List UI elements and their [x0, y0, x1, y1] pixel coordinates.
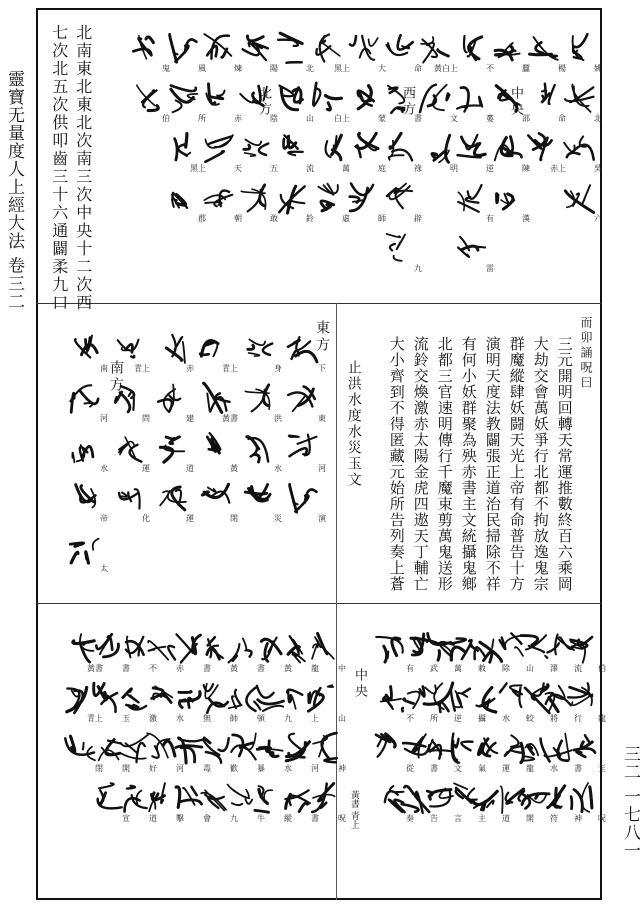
seal-character — [372, 730, 414, 774]
seal-gloss: 敕 — [478, 664, 486, 673]
upper-seal-2-heading: 中央 — [508, 86, 523, 118]
upper-text-col-2: 七次北五次供叩齒三十六通闢柔九口 — [49, 24, 69, 312]
incantation-line: 大小齊到不得匿藏元始所告列奏上蒼 — [387, 336, 406, 592]
seal-gloss: 言 — [454, 814, 462, 823]
seal-character — [108, 480, 150, 524]
seal-gloss: 郡 — [198, 214, 206, 223]
seal-gloss: 所 — [430, 714, 438, 723]
seal-gloss: 水 — [176, 714, 184, 723]
seal-gloss: 蒙 — [378, 114, 386, 123]
seal-character — [152, 380, 194, 424]
seal-gloss: 主 — [478, 814, 486, 823]
seal-gloss: 氣 — [478, 764, 486, 773]
upper-text-col-1: 北南東北東北次南三次中央十二次西 — [73, 24, 93, 312]
seal-character — [196, 380, 238, 424]
seal-character — [61, 630, 103, 674]
seal-gloss: 龍 — [311, 664, 319, 673]
seal-character — [284, 430, 326, 474]
seal-character — [560, 180, 602, 224]
seal-gloss: 五 — [270, 164, 278, 173]
incantation-line: 演明天度法教闢張正道治民掃除不祥 — [483, 336, 502, 592]
seal-gloss: 命 — [414, 64, 422, 73]
seal-gloss: 化 — [142, 514, 150, 523]
seal-gloss: 攝 — [478, 714, 486, 723]
seal-gloss: 神 — [338, 764, 346, 773]
seal-gloss: 鈴 — [306, 214, 314, 223]
seal-gloss: 不 — [149, 664, 157, 673]
middle-seal-3-column — [192, 330, 238, 530]
seal-gloss: 玉 — [122, 714, 130, 723]
seal-character — [152, 480, 194, 524]
incantation-line: 三元開明回轉天常運推數終百六乘岡 — [555, 336, 574, 592]
seal-gloss: 北 — [594, 114, 602, 123]
seal-gloss: 河 — [176, 764, 184, 773]
seal-gloss: 水 — [550, 764, 558, 773]
seal-gloss: 逆 — [486, 164, 494, 173]
seal-gloss: 流 — [574, 664, 582, 673]
seal-character — [240, 430, 282, 474]
seal-gloss: 呪 — [598, 814, 606, 823]
seal-gloss: 伯 — [598, 664, 606, 673]
seal-character — [284, 380, 326, 424]
seal-gloss: 六 — [594, 214, 602, 223]
seal-character — [196, 330, 238, 374]
seal-gloss: 南 — [100, 364, 108, 373]
upper-seal-13-column — [124, 30, 170, 130]
seal-gloss: 武 — [430, 664, 438, 673]
seal-gloss: 赤上 — [550, 164, 566, 173]
seal-character — [372, 630, 414, 674]
seal-gloss: 將 — [550, 714, 558, 723]
seal-gloss: 陰 — [270, 114, 278, 123]
seal-gloss: 水 — [100, 464, 108, 473]
seal-gloss: 無 — [203, 714, 211, 723]
seal-gloss: 邵 — [522, 114, 530, 123]
book-title: 靈寶无量度人上經大法 卷三二 — [4, 70, 24, 311]
seal-character — [66, 330, 108, 374]
seal-character — [66, 480, 108, 524]
seal-gloss: 毒 — [203, 764, 211, 773]
incantation-closing: 止洪水度水災玉文 — [345, 360, 362, 488]
seal-gloss: 河 — [311, 764, 319, 773]
seal-gloss: 命 — [558, 114, 566, 123]
seal-gloss: 虛 — [342, 214, 350, 223]
seal-character — [88, 780, 130, 824]
seal-gloss: 九 — [230, 814, 238, 823]
seal-gloss: 不 — [406, 714, 414, 723]
seal-gloss: 赤 — [176, 664, 184, 673]
seal-gloss: 好 — [149, 764, 157, 773]
seal-character — [61, 730, 103, 774]
seal-gloss: 書 — [430, 764, 438, 773]
seal-gloss: 水 — [502, 714, 510, 723]
middle-bottom-column — [62, 330, 108, 580]
seal-gloss: 青上 — [87, 714, 103, 723]
seal-character — [128, 30, 170, 74]
seal-gloss: 山 — [338, 714, 346, 723]
seal-gloss: 陳 — [522, 164, 530, 173]
seal-gloss: 楊 — [558, 64, 566, 73]
incantation-heading: 而卯誦呪曰 — [579, 316, 593, 391]
middle-heading-east: 東方 — [314, 320, 330, 354]
seal-gloss: 黃書 — [87, 664, 103, 673]
seal-gloss: 書 — [257, 664, 265, 673]
seal-character — [66, 530, 108, 574]
seal-gloss: 帥 — [230, 714, 238, 723]
seal-character — [380, 230, 422, 274]
seal-gloss: 書 — [574, 764, 582, 773]
seal-gloss: 庭 — [378, 164, 386, 173]
seal-gloss: 身 — [274, 364, 282, 373]
seal-gloss: 牛 — [257, 814, 265, 823]
seal-gloss: 朝 — [234, 214, 242, 223]
seal-character — [452, 230, 494, 274]
seal-gloss: 風 — [198, 64, 206, 73]
incantation-line: 有何小妖群聚為殃赤書主文統攝鬼鄉 — [459, 336, 478, 592]
seal-character — [240, 380, 282, 424]
seal-character — [240, 330, 282, 374]
seal-character — [152, 430, 194, 474]
seal-character — [372, 780, 414, 824]
seal-gloss: 洪 — [274, 414, 282, 423]
seal-gloss: 天 — [234, 164, 242, 173]
seal-gloss: 演 — [318, 514, 326, 523]
incantation-line: 大劫交會萬妖爭行北都不拘放逸鬼宗 — [531, 336, 550, 592]
seal-character — [284, 480, 326, 524]
seal-gloss: 告 — [430, 814, 438, 823]
lower-colophon: 黃書 青上 — [348, 790, 359, 829]
seal-gloss: 黃白上 — [434, 64, 458, 73]
seal-gloss: 玉 — [598, 764, 606, 773]
middle-seal-2-column — [236, 330, 282, 530]
seal-gloss: 暴 — [257, 764, 265, 773]
seal-gloss: 赤 — [186, 364, 194, 373]
seal-gloss: 鬼 — [162, 64, 170, 73]
seal-gloss: 書 — [414, 114, 422, 123]
seal-gloss: 伯 — [162, 114, 170, 123]
seal-gloss: 黑上 — [190, 164, 206, 173]
seal-gloss: 神 — [574, 814, 582, 823]
seal-character — [66, 380, 108, 424]
seal-gloss: 擊 — [176, 814, 184, 823]
seal-character — [66, 430, 108, 474]
seal-gloss: 九 — [284, 714, 292, 723]
incantation-line: 流鈴交煥激赤太陽金虎四遨天丁輔亡 — [411, 336, 430, 592]
seal-gloss: 有 — [486, 214, 494, 223]
seal-character — [196, 430, 238, 474]
seal-gloss: 蠶 — [522, 64, 530, 73]
seal-gloss: 建 — [186, 414, 194, 423]
seal-gloss: 太 — [100, 564, 108, 573]
seal-gloss: 煉 — [234, 64, 242, 73]
seal-gloss: 澤 — [550, 664, 558, 673]
seal-gloss: 有 — [406, 664, 414, 673]
upper-seal-9-heading: 北方 — [256, 86, 271, 118]
seal-gloss: 黃 — [230, 464, 238, 473]
seal-character — [196, 480, 238, 524]
seal-gloss: 除 — [502, 664, 510, 673]
seal-gloss: 黃書 — [222, 414, 238, 423]
seal-gloss: 姚 — [594, 64, 602, 73]
seal-gloss: 水 — [274, 464, 282, 473]
seal-gloss: 行 — [574, 714, 582, 723]
seal-gloss: 水 — [284, 764, 292, 773]
seal-gloss: 書 — [311, 814, 319, 823]
seal-gloss: 赤 — [234, 114, 242, 123]
seal-gloss: 師 — [378, 214, 386, 223]
seal-gloss: 縱 — [284, 814, 292, 823]
seal-gloss: 黑上 — [334, 64, 350, 73]
middle-heading-south: 南方 — [108, 360, 124, 394]
seal-gloss: 呪 — [338, 814, 346, 823]
seal-character — [128, 80, 170, 124]
seal-gloss: 所 — [198, 114, 206, 123]
seal-gloss: 萬 — [342, 164, 350, 173]
seal-gloss: 運 — [142, 464, 150, 473]
seal-gloss: 不 — [486, 64, 494, 73]
seal-gloss: 青上 — [134, 364, 150, 373]
seal-gloss: 文 — [450, 114, 458, 123]
seal-gloss: 奏 — [406, 814, 414, 823]
lower-heading-center: 中央 — [352, 668, 367, 700]
seal-gloss: 頓 — [257, 714, 265, 723]
seal-gloss: 道 — [186, 464, 194, 473]
seal-gloss: 書 — [203, 664, 211, 673]
divider-lower — [36, 603, 602, 604]
divider-upper — [36, 303, 602, 304]
seal-character — [372, 680, 414, 724]
seal-gloss: 山 — [526, 664, 534, 673]
seal-gloss: 黃 — [284, 664, 292, 673]
seal-character — [240, 480, 282, 524]
seal-gloss: 蛟 — [526, 714, 534, 723]
seal-gloss: 會 — [203, 814, 211, 823]
seal-gloss: 下 — [318, 364, 326, 373]
lower-left-seal-10-column — [57, 630, 103, 780]
seal-gloss: 吳 — [594, 164, 602, 173]
seal-gloss: 上 — [311, 714, 319, 723]
seal-gloss: 中 — [338, 664, 346, 673]
seal-character — [164, 130, 206, 174]
seal-gloss: 開 — [122, 764, 130, 773]
seal-gloss: 宣 — [122, 814, 130, 823]
seal-gloss: 陽 — [270, 64, 278, 73]
seal-character — [108, 430, 150, 474]
seal-gloss: 祿 — [414, 164, 422, 173]
seal-gloss: 開 — [526, 814, 534, 823]
incantation-line: 群魔縱肆妖闘天光上帝有命普告十方 — [507, 336, 526, 592]
seal-gloss: 敢 — [270, 214, 278, 223]
seal-gloss: 婁 — [486, 114, 494, 123]
seal-gloss: 文 — [454, 764, 462, 773]
upper-seal-5-heading: 西方 — [400, 86, 415, 118]
seal-gloss: 大 — [378, 64, 386, 73]
seal-gloss: 龍 — [598, 714, 606, 723]
seal-gloss: 雷 — [486, 264, 494, 273]
seal-gloss: 山 — [306, 114, 314, 123]
seal-gloss: 激 — [149, 714, 157, 723]
seal-gloss: 辟 — [414, 214, 422, 223]
divider-middle — [336, 303, 337, 603]
lower-right-seal-9-column — [368, 630, 414, 830]
seal-gloss: 流 — [306, 164, 314, 173]
seal-gloss: 符 — [550, 814, 558, 823]
seal-character — [452, 180, 494, 224]
seal-gloss: 青上 — [222, 364, 238, 373]
seal-gloss: 運 — [502, 764, 510, 773]
seal-character — [61, 680, 103, 724]
seal-gloss: 從 — [406, 764, 414, 773]
seal-gloss: 道 — [502, 814, 510, 823]
incantation-line: 北都三官速明傳行千魔束剪萬鬼送形 — [435, 336, 454, 592]
seal-gloss: 白上 — [334, 114, 350, 123]
seal-gloss: 運 — [186, 514, 194, 523]
seal-gloss: 萬 — [454, 664, 462, 673]
seal-gloss: 河 — [318, 464, 326, 473]
seal-gloss: 災 — [274, 514, 282, 523]
seal-gloss: 九 — [414, 264, 422, 273]
seal-gloss: 歡 — [230, 764, 238, 773]
seal-gloss: 道 — [149, 814, 157, 823]
page-number: 三二 一七八一 — [620, 745, 640, 860]
seal-gloss: 東 — [318, 414, 326, 423]
seal-character — [164, 180, 206, 224]
middle-seal-4-column — [148, 330, 194, 530]
seal-gloss: 問 — [142, 414, 150, 423]
seal-gloss: 明 — [450, 164, 458, 173]
seal-gloss: 逆 — [454, 714, 462, 723]
seal-gloss: 書 — [122, 664, 130, 673]
seal-gloss: 河 — [100, 414, 108, 423]
middle-seal-1-column — [280, 330, 326, 530]
seal-gloss: 龍 — [526, 764, 534, 773]
seal-gloss: 閉 — [95, 764, 103, 773]
seal-gloss: 帝 — [100, 514, 108, 523]
seal-gloss: 黃 — [230, 664, 238, 673]
seal-gloss: 北 — [306, 64, 314, 73]
seal-gloss: 閉 — [230, 514, 238, 523]
seal-character — [152, 330, 194, 374]
seal-gloss: 漢 — [522, 214, 530, 223]
